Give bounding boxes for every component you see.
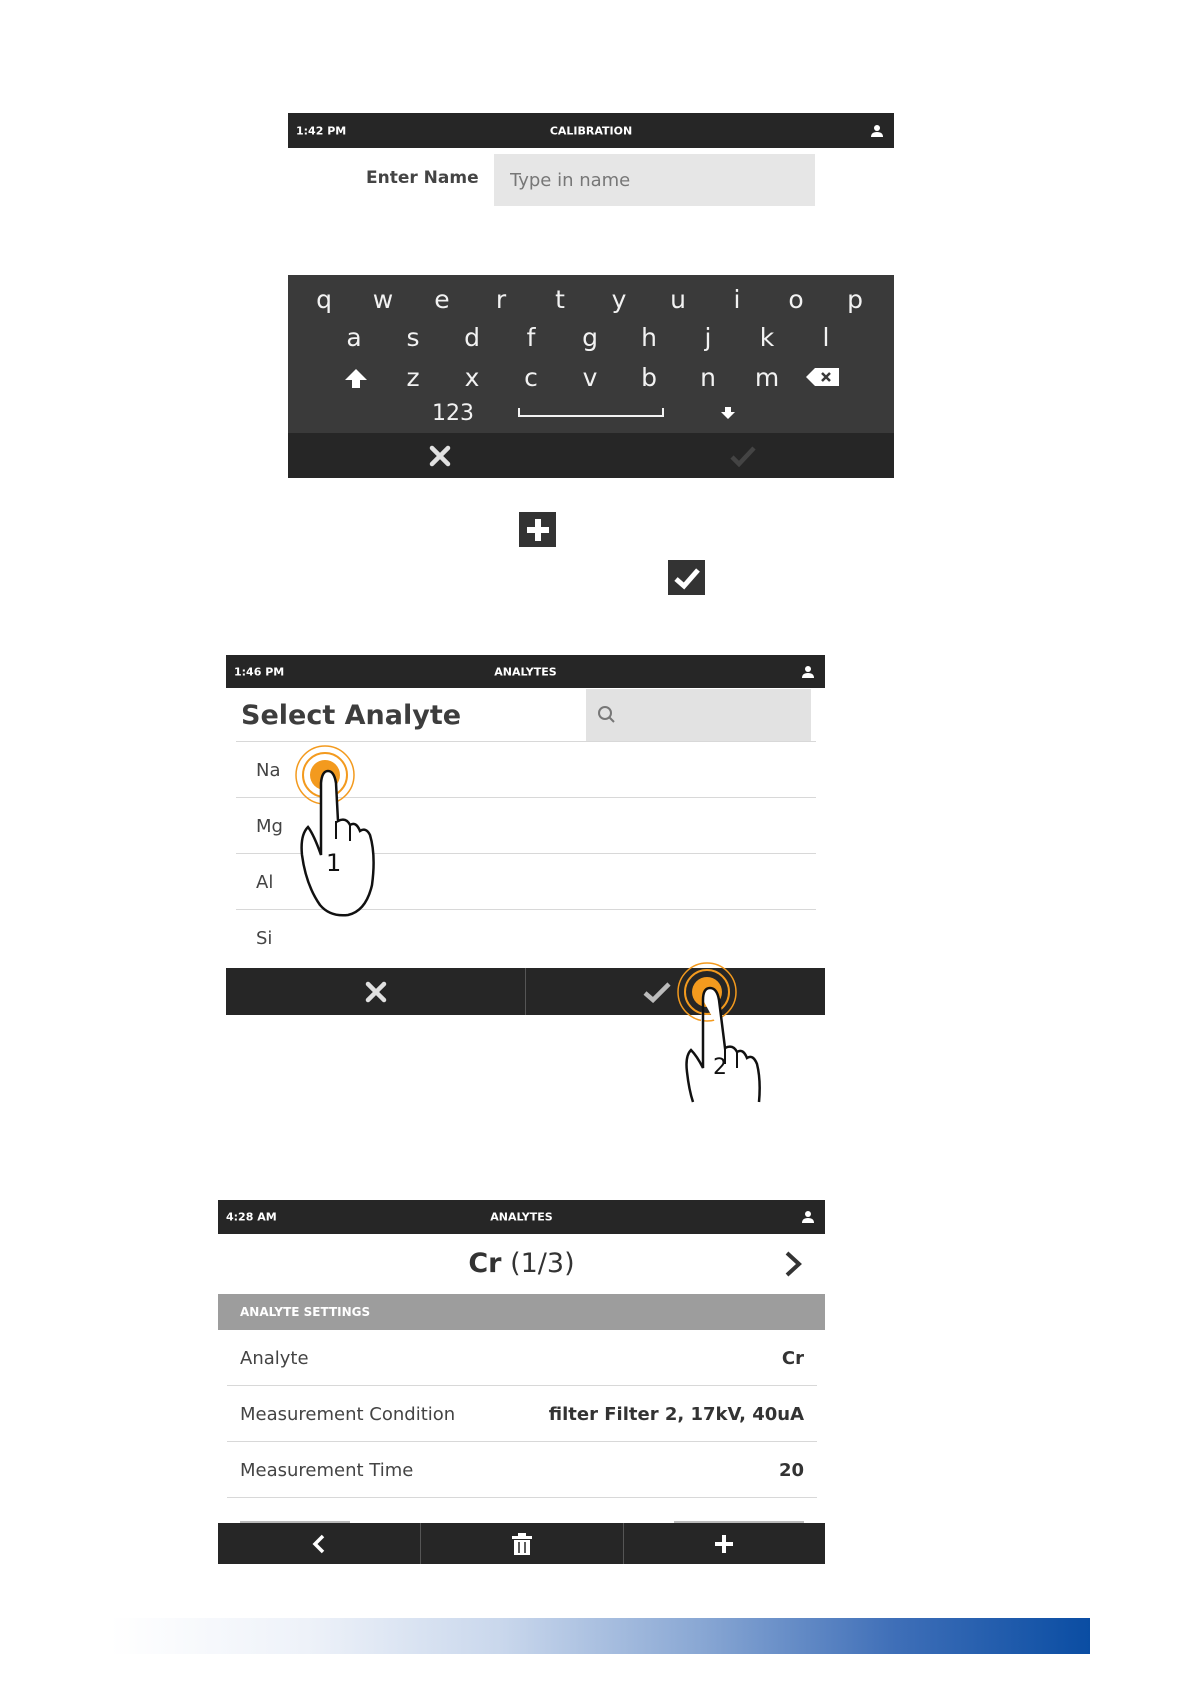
close-icon xyxy=(365,981,387,1003)
step-label: 1 xyxy=(326,849,342,877)
key-d[interactable]: d xyxy=(464,323,480,352)
check-icon xyxy=(643,981,671,1003)
user-icon[interactable] xyxy=(801,665,815,679)
back-button[interactable] xyxy=(218,1523,420,1564)
setting-row[interactable] xyxy=(227,1330,817,1386)
check-icon xyxy=(730,445,756,467)
footer-gradient-bar xyxy=(110,1618,1090,1654)
tap-hand-icon xyxy=(292,735,392,925)
analyte-label: Na xyxy=(256,760,281,781)
close-icon xyxy=(429,445,451,467)
section-header: ANALYTE SETTINGS xyxy=(218,1294,825,1330)
add-button[interactable] xyxy=(623,1523,825,1564)
setting-value: filter Filter 2, 17kV, 40uA xyxy=(548,1404,804,1425)
page-title: Select Analyte xyxy=(241,700,462,731)
setting-label: Measurement Condition xyxy=(240,1404,456,1425)
name-input[interactable] xyxy=(494,154,815,206)
key-y[interactable]: y xyxy=(611,285,627,314)
screen-title: CALIBRATION xyxy=(549,124,633,137)
on-screen-keyboard xyxy=(288,275,894,478)
plus-icon xyxy=(714,1534,734,1554)
key-s[interactable]: s xyxy=(406,323,420,352)
key-j[interactable]: j xyxy=(704,323,712,352)
setting-label: Measurement Time xyxy=(240,1460,414,1481)
analyte-label: Mg xyxy=(256,816,283,837)
shift-icon[interactable] xyxy=(344,368,368,390)
status-time: 4:28 AM xyxy=(226,1210,277,1224)
check-icon xyxy=(668,560,705,595)
tap-hand-icon xyxy=(675,960,775,1110)
status-bar xyxy=(226,655,825,688)
setting-label: Analyte xyxy=(240,1348,309,1369)
status-time: 1:42 PM xyxy=(296,124,347,137)
step-label: 2 xyxy=(713,1055,727,1080)
key-h[interactable]: h xyxy=(641,323,657,352)
keyboard-action-bar xyxy=(288,433,894,478)
search-input[interactable] xyxy=(586,689,811,741)
setting-value: Cr xyxy=(781,1348,804,1369)
key-v[interactable]: v xyxy=(582,363,598,392)
setting-value: 20 xyxy=(778,1460,804,1481)
calibration-screen xyxy=(288,113,894,478)
key-p[interactable]: p xyxy=(847,285,863,314)
analyte-detail-screen xyxy=(218,1200,825,1564)
delete-button[interactable] xyxy=(421,1523,623,1564)
action-bar xyxy=(218,1523,825,1564)
analyte-symbol: Cr xyxy=(468,1248,502,1279)
status-bar xyxy=(218,1200,825,1234)
chevron-right-icon[interactable] xyxy=(781,1250,805,1278)
key-f[interactable]: f xyxy=(526,323,536,352)
screen-title: ANALYTES xyxy=(494,665,557,678)
numbers-key[interactable]: 123 xyxy=(432,401,474,426)
key-i[interactable]: i xyxy=(733,285,741,314)
key-e[interactable]: e xyxy=(434,285,450,314)
key-w[interactable]: w xyxy=(372,285,394,314)
search-icon xyxy=(596,704,618,726)
space-bar[interactable] xyxy=(518,408,664,417)
status-bar xyxy=(288,113,894,148)
hide-keyboard-icon[interactable] xyxy=(720,406,736,420)
plus-icon xyxy=(519,512,556,547)
chevron-left-icon xyxy=(311,1533,327,1555)
backspace-icon[interactable] xyxy=(805,366,841,388)
key-l[interactable]: l xyxy=(822,323,830,352)
key-x[interactable]: x xyxy=(464,363,480,392)
key-k[interactable]: k xyxy=(759,323,775,352)
trash-icon xyxy=(511,1532,533,1556)
status-time: 1:46 PM xyxy=(234,665,285,678)
setting-row[interactable] xyxy=(227,1442,817,1498)
user-icon[interactable] xyxy=(870,124,884,138)
user-icon[interactable] xyxy=(801,1210,815,1224)
page-title xyxy=(218,1248,825,1279)
key-m[interactable]: m xyxy=(754,363,780,392)
key-q[interactable]: q xyxy=(316,285,332,314)
cancel-button[interactable] xyxy=(288,433,591,478)
key-o[interactable]: o xyxy=(788,285,804,314)
key-u[interactable]: u xyxy=(670,285,686,314)
confirm-button[interactable] xyxy=(591,433,894,478)
key-r[interactable]: r xyxy=(495,285,507,314)
key-n[interactable]: n xyxy=(700,363,716,392)
key-c[interactable]: c xyxy=(524,363,538,392)
key-g[interactable]: g xyxy=(582,323,598,352)
analyte-label: Al xyxy=(256,872,274,893)
enter-name-label: Enter Name xyxy=(366,168,479,188)
cancel-button[interactable] xyxy=(226,968,526,1015)
analyte-label: Si xyxy=(256,928,273,949)
key-t[interactable]: t xyxy=(555,285,565,314)
analyte-index: (1/3) xyxy=(510,1248,575,1279)
key-a[interactable]: a xyxy=(346,323,362,352)
setting-row[interactable] xyxy=(227,1386,817,1442)
screen-title: ANALYTES xyxy=(490,1210,553,1224)
key-b[interactable]: b xyxy=(641,363,657,392)
key-z[interactable]: z xyxy=(406,363,420,392)
